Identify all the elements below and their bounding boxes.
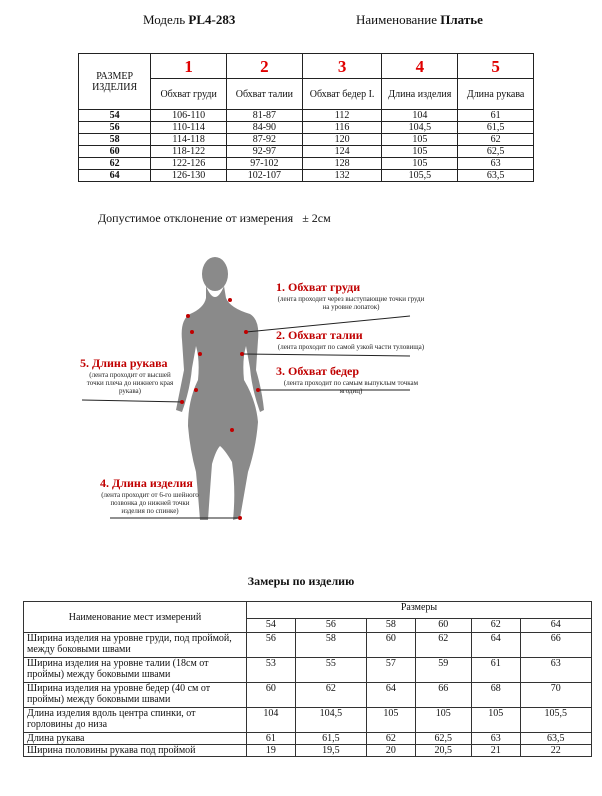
size-header-cell: 56	[295, 619, 366, 633]
table-cell: 62	[295, 683, 366, 708]
size-header: РАЗМЕР ИЗДЕЛИЯ	[79, 54, 151, 110]
row-label: Ширина половины рукава под проймой	[24, 745, 247, 757]
table-cell: 62,5	[415, 733, 471, 745]
size-header-cell: 54	[247, 619, 296, 633]
row-label: Длина рукава	[24, 733, 247, 745]
table-cell: 56	[247, 633, 296, 658]
table-cell: 61	[247, 733, 296, 745]
measurements-title: Замеры по изделию	[247, 574, 355, 588]
model-line	[143, 12, 235, 28]
name-value: Платье	[440, 12, 483, 27]
table-cell: 104	[247, 708, 296, 733]
table-cell: 132	[302, 170, 382, 182]
table-cell: 105	[415, 708, 471, 733]
table-cell: 22	[520, 745, 591, 757]
table-cell: 105	[367, 708, 416, 733]
label-waist	[276, 328, 426, 351]
table-cell: 128	[302, 158, 382, 170]
column-number: 5	[458, 54, 534, 79]
table-cell: 105	[382, 146, 458, 158]
label-title: 4. Длина изделия	[100, 476, 193, 490]
row-label: Ширина изделия на уровне груди, под проймой, между боковыми швами	[24, 633, 247, 658]
table-cell: 61	[458, 110, 534, 122]
table-cell: 57	[367, 658, 416, 683]
table-row	[79, 146, 534, 158]
table-cell: 104,5	[295, 708, 366, 733]
label-note: (лента проходит от 6-го шейного позвонка до нижней точки изделия по спинке)	[101, 491, 199, 515]
table-cell: 124	[302, 146, 382, 158]
table-cell: 126-130	[151, 170, 227, 182]
table-cell: 61,5	[295, 733, 366, 745]
column-number: 4	[382, 54, 458, 79]
label-note: (лента проходит от высшей точки плеча до нижнего края рукава)	[86, 371, 174, 395]
table-cell: 105	[382, 158, 458, 170]
table-row	[24, 633, 592, 658]
label-note: (лента проходит по самой узкой части туловища)	[277, 343, 425, 351]
table-cell: 64	[471, 633, 520, 658]
label-title: 1. Обхват груди	[276, 280, 361, 294]
table-cell: 66	[415, 683, 471, 708]
size-cell: 62	[79, 158, 151, 170]
model-label: Модель	[143, 12, 186, 27]
table-cell: 114-118	[151, 134, 227, 146]
size-cell: 58	[79, 134, 151, 146]
table-cell: 102-107	[227, 170, 303, 182]
measurement-figure	[80, 250, 440, 540]
label-note: (лента проходит по самым выпуклым точкам ягодиц)	[283, 379, 419, 395]
table-cell: 20	[367, 745, 416, 757]
size-cell: 54	[79, 110, 151, 122]
column-label: Обхват бедер I.	[302, 79, 382, 110]
size-cell: 60	[79, 146, 151, 158]
column-label: Длина рукава	[458, 79, 534, 110]
table-cell: 122-126	[151, 158, 227, 170]
table-cell: 63,5	[520, 733, 591, 745]
size-chart-table	[78, 53, 534, 182]
table-cell: 62,5	[458, 146, 534, 158]
table-cell: 92-97	[227, 146, 303, 158]
tolerance-line	[98, 211, 331, 226]
table-cell: 110-114	[151, 122, 227, 134]
size-header-cell: 62	[471, 619, 520, 633]
label-hips	[276, 364, 426, 395]
table-cell: 61	[471, 658, 520, 683]
table-cell: 62	[458, 134, 534, 146]
table-cell: 61,5	[458, 122, 534, 134]
table-row	[79, 134, 534, 146]
table-cell: 60	[247, 683, 296, 708]
table-cell: 104	[382, 110, 458, 122]
table-cell: 105,5	[520, 708, 591, 733]
table-row	[24, 683, 592, 708]
model-value: PL4-283	[188, 12, 236, 27]
label-title: 2. Обхват талии	[276, 328, 363, 342]
table-cell: 112	[302, 110, 382, 122]
table-cell: 105	[382, 134, 458, 146]
table-cell: 66	[520, 633, 591, 658]
size-header-cell: 60	[415, 619, 471, 633]
column-label: Длина изделия	[382, 79, 458, 110]
table-cell: 70	[520, 683, 591, 708]
column-number: 3	[302, 54, 382, 79]
tolerance-value: ± 2см	[302, 211, 331, 225]
table-cell: 58	[295, 633, 366, 658]
table-cell: 63,5	[458, 170, 534, 182]
table-cell: 120	[302, 134, 382, 146]
table-cell: 104,5	[382, 122, 458, 134]
table-row	[24, 733, 592, 745]
name-header: Наименование мест измерений	[24, 602, 247, 633]
column-number: 1	[151, 54, 227, 79]
table-cell: 64	[367, 683, 416, 708]
size-cell: 56	[79, 122, 151, 134]
size-header-cell: 64	[520, 619, 591, 633]
size-cell: 64	[79, 170, 151, 182]
table-row	[79, 122, 534, 134]
table-row	[24, 708, 592, 733]
row-label: Ширина изделия на уровне талии (18см от проймы) между боковыми швами	[24, 658, 247, 683]
table-row	[79, 170, 534, 182]
table-cell: 59	[415, 658, 471, 683]
row-label: Длина изделия вдоль центра спинки, от горловины до низа	[24, 708, 247, 733]
table-cell: 105	[471, 708, 520, 733]
table-cell: 62	[415, 633, 471, 658]
size-header-cell: 58	[367, 619, 416, 633]
table-cell: 84-90	[227, 122, 303, 134]
table-cell: 21	[471, 745, 520, 757]
table-cell: 87-92	[227, 134, 303, 146]
table-row	[79, 110, 534, 122]
tolerance-text: Допустимое отклонение от измерения	[98, 211, 294, 225]
table-cell: 116	[302, 122, 382, 134]
label-length	[100, 476, 200, 515]
sizes-header: Размеры	[247, 602, 592, 619]
table-cell: 63	[520, 658, 591, 683]
measurements-table	[23, 601, 592, 757]
column-label: Обхват груди	[151, 79, 227, 110]
table-cell: 97-102	[227, 158, 303, 170]
table-cell: 19	[247, 745, 296, 757]
table-header-row	[24, 602, 592, 619]
table-cell: 63	[471, 733, 520, 745]
table-row	[79, 158, 534, 170]
table-cell: 68	[471, 683, 520, 708]
column-number: 2	[227, 54, 303, 79]
table-cell: 106-110	[151, 110, 227, 122]
table-cell: 63	[458, 158, 534, 170]
table-row	[24, 658, 592, 683]
name-label: Наименование	[356, 12, 437, 27]
size-table-number-row	[79, 54, 534, 79]
table-cell: 60	[367, 633, 416, 658]
label-title: 5. Длина рукава	[80, 356, 168, 370]
label-title: 3. Обхват бедер	[276, 364, 360, 378]
table-row	[24, 745, 592, 757]
table-cell: 118-122	[151, 146, 227, 158]
table-cell: 55	[295, 658, 366, 683]
table-cell: 81-87	[227, 110, 303, 122]
label-sleeve	[80, 356, 180, 395]
label-note: (лента проходит через выступающие точки груди на уровне лопаток)	[277, 295, 425, 311]
table-cell: 62	[367, 733, 416, 745]
row-label: Ширина изделия на уровне бедер (40 см от проймы) между боковыми швами	[24, 683, 247, 708]
column-label: Обхват талии	[227, 79, 303, 110]
table-cell: 19,5	[295, 745, 366, 757]
label-bust	[276, 280, 426, 311]
table-cell: 53	[247, 658, 296, 683]
name-line	[356, 12, 483, 28]
table-cell: 105,5	[382, 170, 458, 182]
table-cell: 20,5	[415, 745, 471, 757]
